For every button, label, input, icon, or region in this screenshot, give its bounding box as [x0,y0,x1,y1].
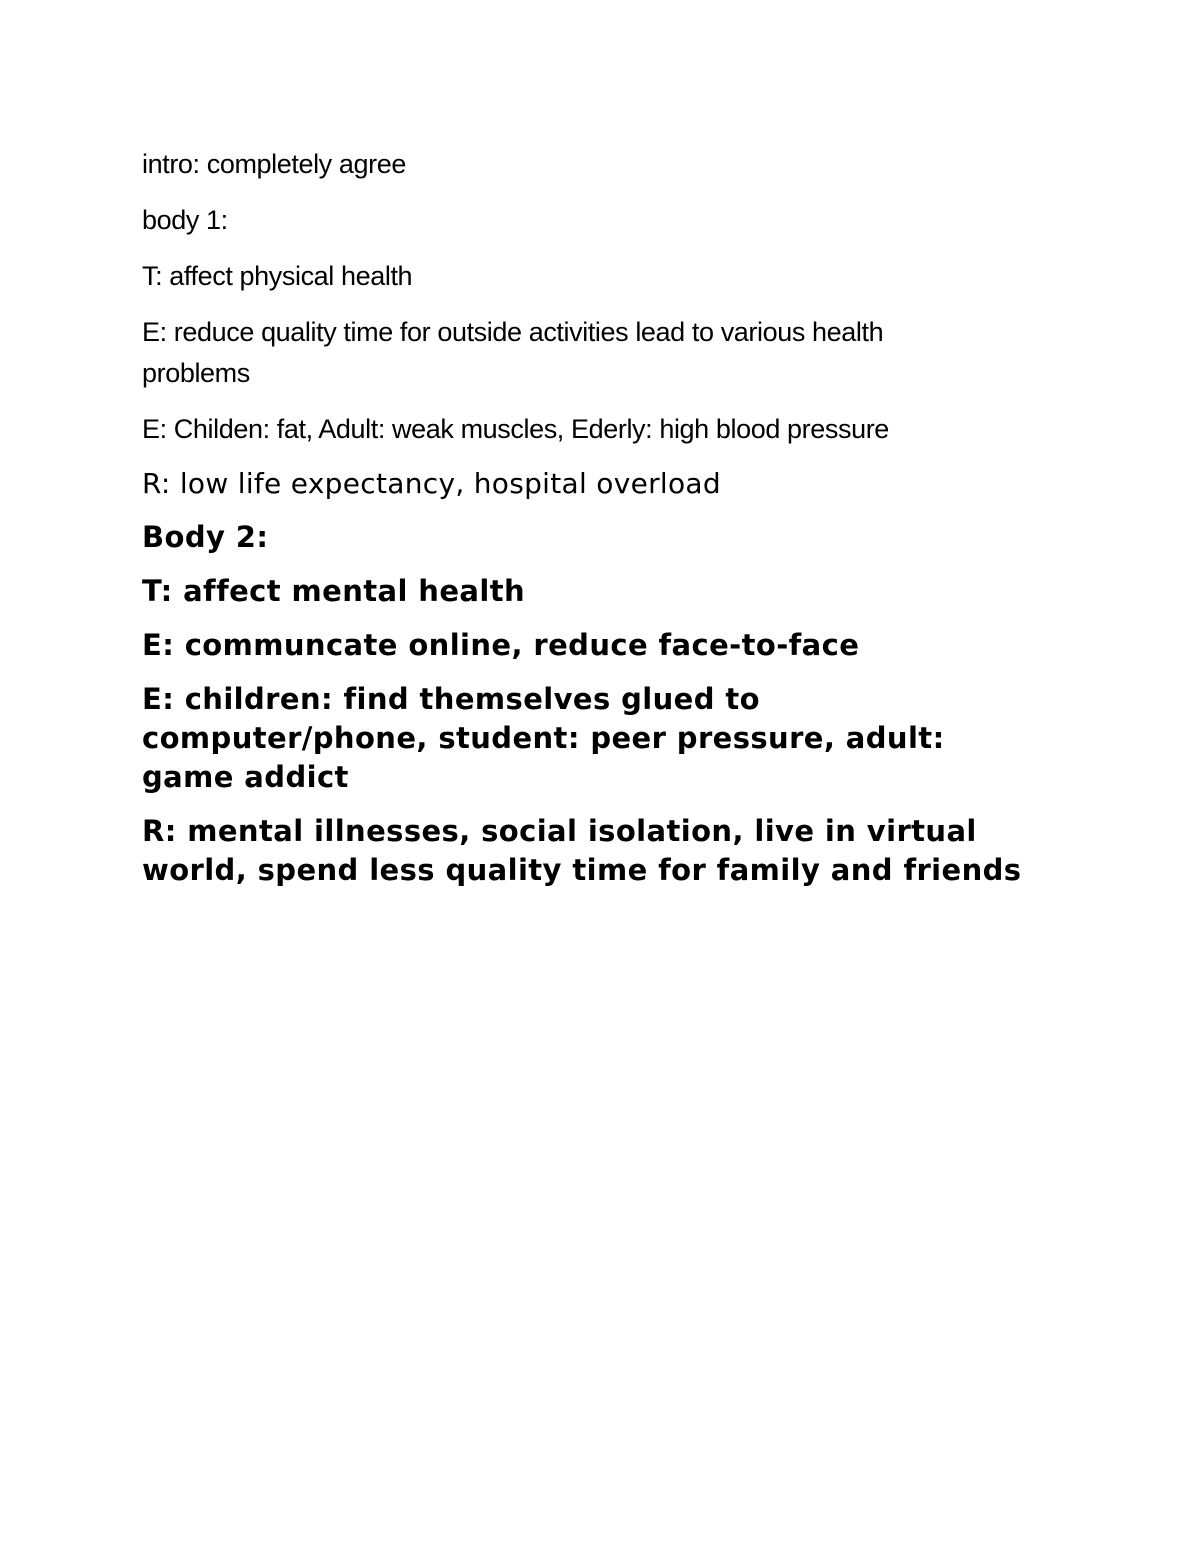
intro-line: intro: completely agree [142,149,406,179]
body2-heading: Body 2: [142,520,269,554]
body2-example-line: E: children: find themselves glued to computer/phone, student: peer pressure, adult: game addict [142,682,945,794]
body1-result-line: R: low life expectancy, hospital overload [142,467,721,500]
body1-example-line: E: Childen: fat, Adult: weak muscles, Ederly: high blood pressure [142,414,889,444]
body2-explanation-line: E: communcate online, reduce face-to-face [142,628,860,662]
document-body [142,144,1042,905]
body2-result-line: R: mental illnesses, social isolation, live in virtual world, spend less quality time for family and friends [142,814,1022,887]
body1-heading: body 1: [142,205,228,235]
body2-topic-line: T: affect mental health [142,574,526,608]
body1-explanation-line: E: reduce quality time for outside activities lead to various health problems [142,317,884,388]
body1-topic-line: T: affect physical health [142,261,413,291]
